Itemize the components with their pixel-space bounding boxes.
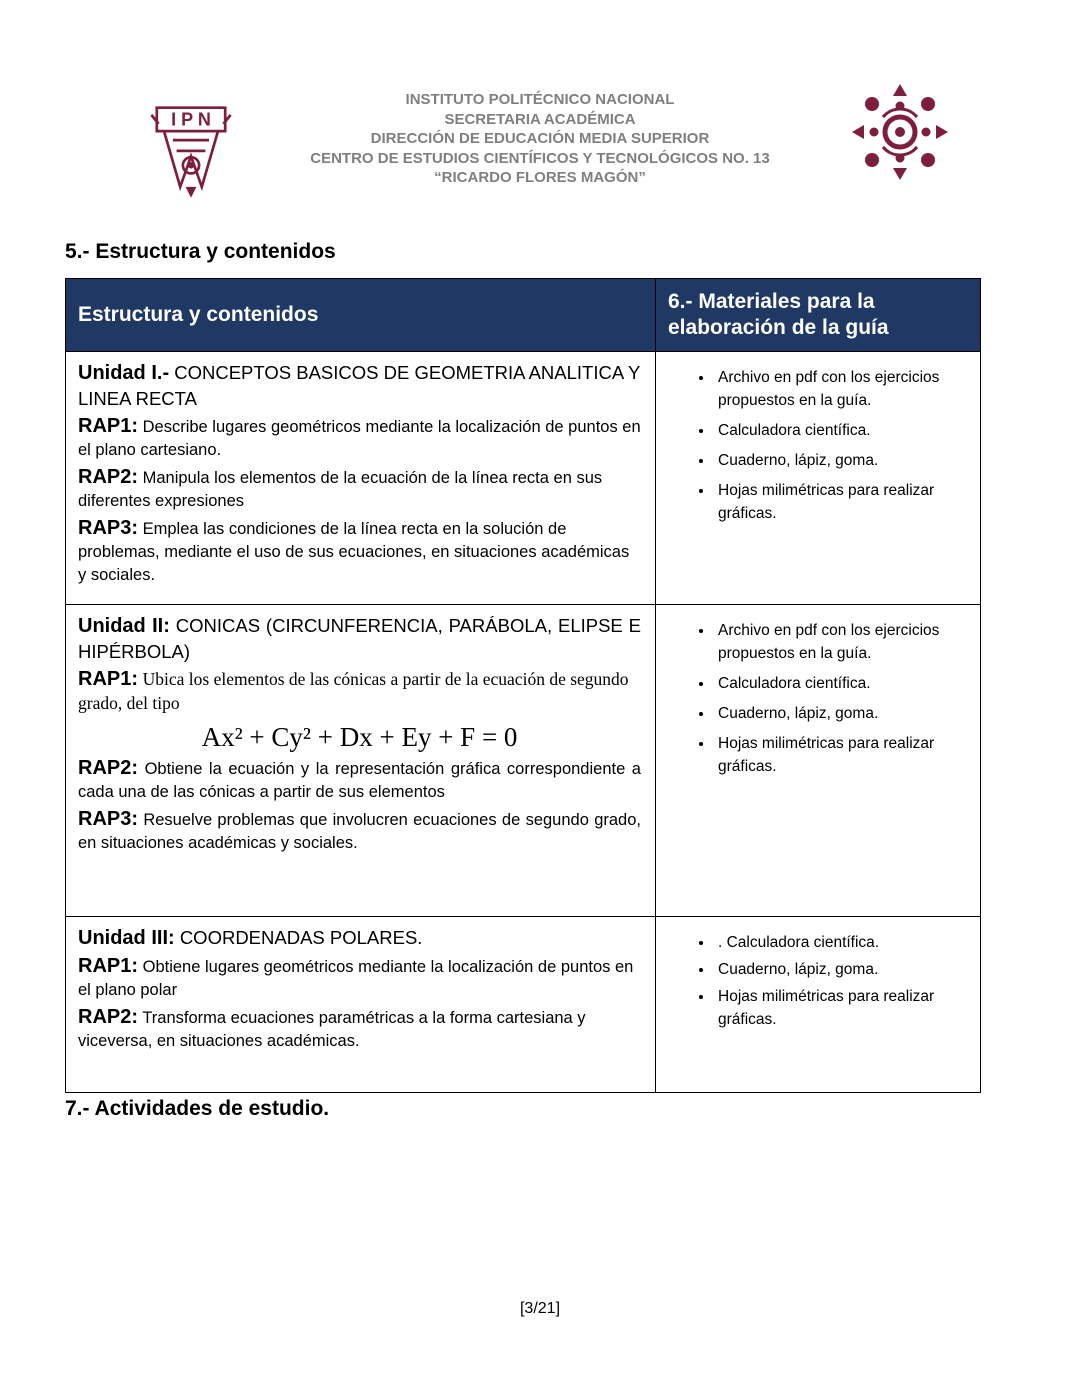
rap2-text: Manipula los elementos de la ecuación de la línea recta en sus diferentes expresiones	[78, 469, 603, 510]
unidad-1-rap2	[78, 466, 641, 513]
unidad-3-materials-list	[668, 931, 966, 1031]
header-line-institution: INSTITUTO POLITÉCNICO NACIONAL	[405, 91, 675, 108]
material-item: • Hojas milimétricas para realizar gráficas.	[714, 732, 966, 778]
rap2-text: Transforma ecuaciones paramétricas a la forma cartesiana y viceversa, en situaciones académicas.	[78, 1009, 586, 1050]
header-line-centro: CENTRO DE ESTUDIOS CIENTÍFICOS Y TECNOLÓGICOS NO. 13	[310, 149, 770, 167]
unidad-1-rap3	[78, 517, 641, 587]
unidad-2-label: Unidad II:	[78, 615, 170, 637]
unidad-2-rap2	[78, 757, 641, 804]
table-header-row	[66, 279, 981, 352]
rap3-text: Resuelve problemas que involucren ecuaciones de segundo grado, en situaciones académicas y sociales.	[78, 811, 641, 852]
material-item: • Cuaderno, lápiz, goma.	[714, 702, 966, 725]
table-row-unidad-2	[66, 605, 981, 917]
unidad-2-materials-list	[668, 619, 966, 778]
unidad-1-label: Unidad I.-	[78, 362, 170, 384]
material-item: • Cuaderno, lápiz, goma.	[714, 449, 966, 472]
unidad-1-heading	[78, 360, 641, 411]
material-item: • Calculadora científica.	[714, 419, 966, 442]
unidad-2-title: CONICAS (CIRCUNFERENCIA, PARÁBOLA, ELIPSE E HIPÉRBOLA)	[78, 615, 641, 662]
header-line-direccion: DIRECCIÓN DE EDUCACIÓN MEDIA SUPERIOR	[370, 130, 710, 147]
unidad-2-content-cell	[66, 605, 656, 917]
unidad-1-rap1	[78, 415, 641, 462]
rap2-label: RAP2:	[78, 1006, 139, 1028]
cecyt-logo-graphic	[850, 82, 950, 182]
unidad-1-materials-cell	[656, 352, 981, 605]
unidad-3-rap1	[78, 955, 641, 1002]
unidad-1-materials-list	[668, 366, 966, 525]
unidad-3-rap2	[78, 1006, 641, 1053]
material-item: • . Calculadora científica.	[714, 931, 966, 954]
cecyt-logo	[850, 82, 950, 187]
unidad-3-content-cell	[66, 917, 656, 1093]
rap1-text: Ubica los elementos de las cónicas a partir de la ecuación de segundo grado, del tipo	[78, 669, 629, 713]
unidad-3-heading	[78, 925, 641, 951]
unidad-2-rap1	[78, 668, 641, 716]
rap1-label: RAP1:	[78, 415, 139, 437]
page-number: [3/21]	[519, 1300, 561, 1317]
institution-header-text	[150, 90, 930, 188]
section-7-title: 7.- Actividades de estudio.	[65, 1097, 330, 1120]
unidad-1-title: CONCEPTOS BASICOS DE GEOMETRIA ANALITICA Y LINEA RECTA	[78, 362, 640, 409]
header-line-nombre: “RICARDO FLORES MAGÓN”	[434, 169, 646, 186]
rap1-text: Describe lugares geométricos mediante la localización de puntos en el plano cartesiano.	[78, 418, 641, 459]
header-line-secretaria: SECRETARIA ACADÉMICA	[444, 110, 636, 128]
unidad-2-rap3	[78, 808, 641, 855]
section-5-title: 5.- Estructura y contenidos	[65, 240, 336, 263]
unidad-3-label: Unidad III:	[78, 927, 175, 949]
table-row-unidad-3	[66, 917, 981, 1093]
content-table	[65, 278, 981, 1093]
rap1-text: Obtiene lugares geométricos mediante la localización de puntos en el plano polar	[78, 958, 634, 999]
unidad-1-content-cell	[66, 352, 656, 605]
material-item: • Hojas milimétricas para realizar gráficas.	[714, 479, 966, 525]
rap2-label: RAP2:	[78, 466, 139, 488]
conic-equation: Ax² + Cy² + Dx + Ey + F = 0	[201, 722, 518, 752]
rap3-label: RAP3:	[78, 517, 139, 539]
rap2-label: RAP2:	[78, 757, 139, 779]
unidad-3-materials-cell	[656, 917, 981, 1093]
rap1-label: RAP1:	[78, 668, 139, 690]
unidad-2-materials-cell	[656, 605, 981, 917]
material-item: • Cuaderno, lápiz, goma.	[714, 958, 966, 981]
table-header-materiales: 6.- Materiales para la elaboración de la guía	[656, 279, 981, 352]
rap2-text: Obtiene la ecuación y la representación gráfica correspondiente a cada una de las cónicas a partir de sus elementos	[78, 760, 641, 801]
material-item: • Calculadora científica.	[714, 672, 966, 695]
material-item: • Hojas milimétricas para realizar gráficas.	[714, 985, 966, 1031]
rap3-label: RAP3:	[78, 808, 139, 830]
material-item: • Archivo en pdf con los ejercicios propuestos en la guía.	[714, 619, 966, 665]
rap3-text: Emplea las condiciones de la línea recta en la solución de problemas, mediante el uso de sus ecuaciones, en situaciones académicas y sociales.	[78, 520, 630, 584]
table-header-estructura: Estructura y contenidos	[66, 279, 656, 352]
unidad-2-heading	[78, 613, 641, 664]
rap1-label: RAP1:	[78, 955, 139, 977]
unidad-3-title: COORDENADAS POLARES.	[179, 927, 423, 948]
svg-text:I P N: I P N	[171, 109, 211, 130]
document-header	[0, 0, 1080, 218]
material-item: • Archivo en pdf con los ejercicios propuestos en la guía.	[714, 366, 966, 412]
table-row-unidad-1	[66, 352, 981, 605]
